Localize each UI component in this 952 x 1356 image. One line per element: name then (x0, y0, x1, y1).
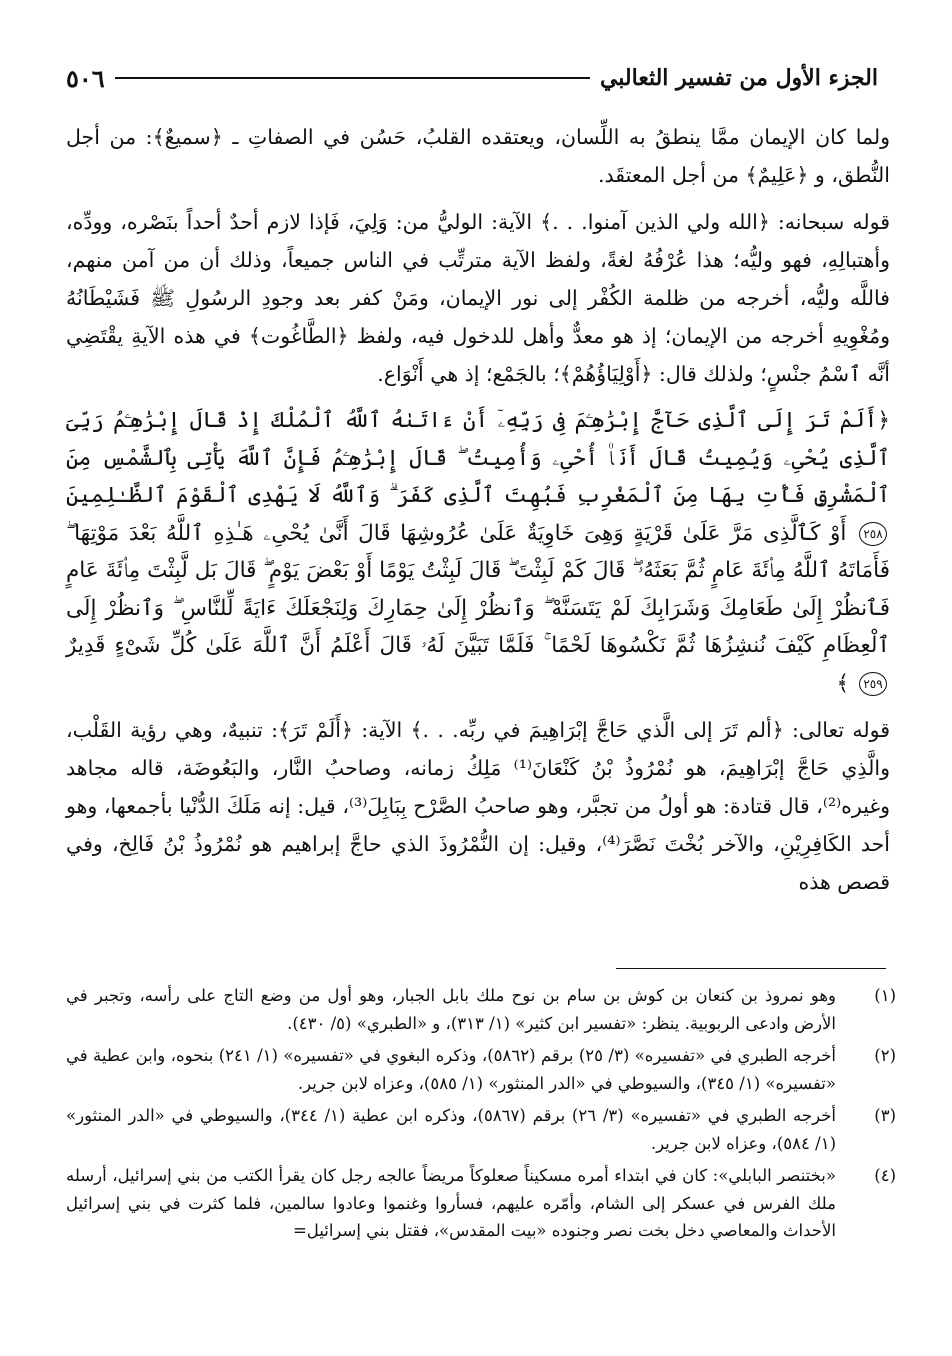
footnote-number: (٤) (874, 1166, 896, 1185)
footnote-2 (66, 1042, 896, 1097)
ayah-number-259: ٢٥٩ (859, 672, 887, 696)
footnote-text: وهو نمروذ بن كنعان بن كوش بن سام بن نوح ملك بابل الجبار، وهو أول من وضع التاج على رأسه، وتجبر في الأرض وادعى الربوبية. ينظر: «تفسير ابن كثير» (١/ ٣١٣)، و «الطبري» (٥/ ٤٣٠). (66, 986, 836, 1033)
paragraph-2: قوله سبحانه: ﴿الله ولي الذين آمنوا. . .﴾ الآية: الوليُّ من: وَلِيَ، فَإذا لازم أحدٌ أحداً بنَصْره، وودِّه، وأهتبالِهِ، فهو وليُّه؛ هذا عُرْفُهُ لغةً، ولفظ الآية مترتِّب في الناس جميعاً، وذلك أن من آمن منهم، فاللَّه وليُّه، أخرجه من ظلمة الكُفْر إلى نور الإيمان، ومَنْ كفر بعد وجودِ الرسُولِ ﷺ فَشَيْطَانُهُ ومُغْوِيهِ أخرجه من الإيمان؛ إذ هو معدٌّ وأهل للدخول فيه، ولفظ ﴿الطَّاغُوت﴾ في هذه الآيةِ يقْتَضِي أنَّه ٱسْمُ جنْسٍ؛ ولذلك قال: ﴿أَوْلِيَاؤُهُمْ﴾؛ بالجَمْع؛ إذ هي أَنْوَاع. (66, 210, 890, 386)
paragraph-1: ولما كان الإيمان ممَّا ينطقُ به اللِّسان، ويعتقده القلبُ، حَسُن في الصفاتِ ـ ﴿سميعٌ﴾: من أجل النُّطق، و ﴿عَلِيمٌ﴾ من أجل المعتقَد. (66, 125, 890, 187)
page-number: ٥٠٦ (66, 63, 105, 93)
quran-close-bracket: ﴾ (836, 670, 850, 696)
header-rule (115, 77, 590, 79)
quran-text-258: ﴿أَلَمْ تَرَ إِلَى ٱلَّذِى حَآجَّ إِبْرَٰهِـۧمَ فِى رَبِّهِۦٓ أَنْ ءَاتَىٰهُ ٱللَّهُ ٱلْمُلْكَ إِذْ قَالَ إِبْرَٰهِـۧمُ رَبِّىَ ٱلَّذِى يُحْىِۦ وَيُمِيتُ قَالَ أَنَا۠ أُحْىِۦ وَأُمِيتُ ۖ قَالَ إِبْرَٰهِـۧمُ فَإِنَّ ٱللَّهَ يَأْتِى بِٱلشَّمْسِ مِنَ ٱلْمَشْرِقِ فَأْتِ بِهَا مِنَ ٱلْمَغْرِبِ فَبُهِتَ ٱلَّذِى كَفَرَ ۗ وَٱللَّهُ لَا يَهْدِى ٱلْقَوْمَ ٱلظَّـٰلِمِينَ (66, 408, 890, 508)
footnotes (66, 982, 896, 1250)
quran-text-259: أَوْ كَٱلَّذِى مَرَّ عَلَىٰ قَرْيَةٍ وَهِىَ خَاوِيَةٌ عَلَىٰ عُرُوشِهَا قَالَ أَنَّىٰ يُحْىِۦ هَـٰذِهِ ٱللَّهُ بَعْدَ مَوْتِهَا ۖ فَأَمَاتَهُ ٱللَّهُ مِا۟ئَةَ عَامٍ ثُمَّ بَعَثَهُۥ ۖ قَالَ كَمْ لَبِثْتَ ۖ قَالَ لَبِثْتُ يَوْمًا أَوْ بَعْضَ يَوْمٍ ۖ قَالَ بَل لَّبِثْتَ مِا۟ئَةَ عَامٍ فَٱنظُرْ إِلَىٰ طَعَامِكَ وَشَرَابِكَ لَمْ يَتَسَنَّهْ ۖ وَٱنظُرْ إِلَىٰ حِمَارِكَ وَلِنَجْعَلَكَ ءَايَةً لِّلنَّاسِ ۖ وَٱنظُرْ إِلَى ٱلْعِظَامِ كَيْفَ نُنشِزُهَا ثُمَّ نَكْسُوهَا لَحْمًا ۚ فَلَمَّا تَبَيَّنَ لَهُۥ قَالَ أَعْلَمُ أَنَّ ٱللَّهَ عَلَىٰ كُلِّ شَىْءٍ قَدِيرٌ (66, 520, 890, 658)
footnote-number: (٣) (874, 1106, 896, 1125)
footnote-1 (66, 982, 896, 1037)
footnote-text: أخرجه الطبري في «تفسيره» (٣/ ٢٦) برقم (٥٨٦٧)، وذكره ابن عطية (١/ ٣٤٤)، والسيوطي في «الدر المنثور» (١/ ٥٨٤)، وعزاه لابن جرير. (66, 1106, 836, 1153)
page-header (66, 58, 878, 98)
quran-verses (66, 402, 890, 702)
footnote-text: «بختنصر البابلي»: كان في ابتداء أمره مسكيناً صعلوكاً مريضاً عالجه رجل كان يقرأ الكتب من بني إسرائيل، أرسله ملك الفرس في عسكر إلى الشام، وأمّره عليهم، فسأروا وغنموا وعادوا سالمين، فلما كثرت في بني إسرائيل الأحداث والمعاصي دخل بخت نصر وجنوده «بيت المقدس»، فقتل بني إسرائيل= (66, 1166, 836, 1240)
footnote-text: أخرجه الطبري في «تفسيره» (٣/ ٢٥) برقم (٥٨٦٢)، وذكره البغوي في «تفسيره» (١/ ٢٤١) بنحوه، وابن عطية في «تفسيره» (١/ ٣٤٥)، والسيوطي في «الدر المنثور» (١/ ٥٨٥)، وعزاه لابن جرير. (66, 1046, 836, 1093)
footnote-4 (66, 1162, 896, 1245)
running-title: الجزء الأول من تفسير الثعالبي (599, 65, 878, 91)
footnote-number: (٢) (874, 1046, 896, 1065)
footnote-separator (616, 968, 886, 969)
paragraph-4: قوله تعالى: ﴿ألم تَرَ إلى الَّذي حَاجَّ إبْرَاهِيمَ في ربِّه. . .﴾ الآية: ﴿أَلَمْ تَرَ﴾: تنبيهٌ، وهي رؤية القَلْب، والَّذِي حَاجَّ إبْرَاهِيمَ، هو نُمْرُوذُ بْنُ كَنْعَانَ⁽¹⁾ مَلِكُ زمانه، وصاحبُ النَّار، والبَعُوضَة، قاله مجاهد وغيره⁽²⁾، قال قتادة: هو أولُ من تجبَّر، وهو صاحبُ الصَّرْح بِبَابِلَ⁽³⁾، قيل: إنه مَلَكَ الدُّنْيا بأجمعها، وهو أحد الكَافِرِيْنِ، والآخر بُخْتَ نَصَّرَ⁽⁴⁾، وقيل: إن النُّمْرُوذَ الذي حاجَّ إبراهيم هو نُمْرُوذُ بْنُ فَالِخ، وفي قصص هذه (66, 718, 891, 894)
footnote-3 (66, 1102, 896, 1157)
main-text (66, 118, 890, 910)
ayah-number-258: ٢٥٨ (859, 522, 887, 546)
footnote-number: (١) (874, 986, 896, 1005)
